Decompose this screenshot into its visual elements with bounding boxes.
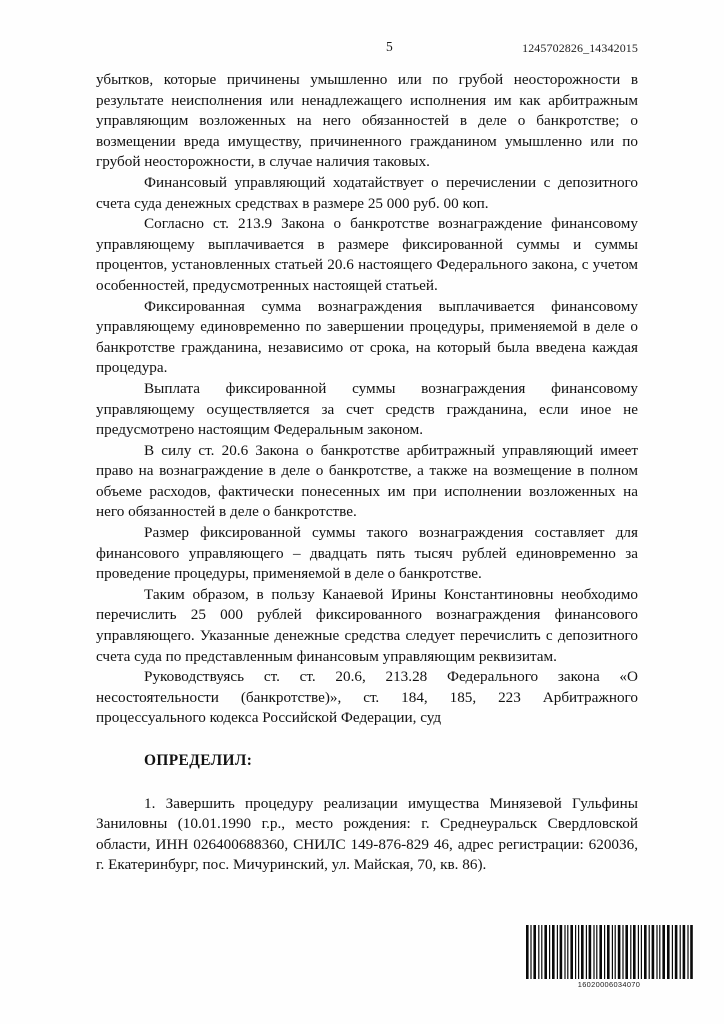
paragraph-p7: Размер фиксированной суммы такого вознаграждения составляет для финансового управляющего – двадцать пять тысяч рублей единовременно за проведение процедуры, применяемой в деле о банкротстве. [96,524,638,583]
barcode-block [523,925,695,989]
barcode-number: 16020006034070 [577,980,641,989]
paragraph-p5: Выплата фиксированной суммы вознаграждения финансовому управляющему осуществляется за счет средств гражданина, если иное не предусмотрено настоящим Федеральным законом. [96,379,638,439]
document-id: 1245702826_14342015 [522,41,638,55]
page-header [96,38,638,56]
paragraph-p1: убытков, которые причинены умышленно или по грубой неосторожности в результате неисполнения или ненадлежащего исполнения им как арбитражным управляющим возложенных на него обязанностей в деле о банкротстве; о возмещении вреда имуществу, причиненного гражданином умышленно или по грубой неосторожности, в случае наличия таковых. [96,71,638,171]
paragraph-p6: В силу ст. 20.6 Закона о банкротстве арбитражный управляющий имеет право на вознаграждение в деле о банкротстве, а также на возмещение в полном объеме расходов, фактически понесенных им при исполнении возложенных на него обязанностей в деле о банкротстве. [96,441,638,521]
document-body [96,70,638,876]
page-number: 5 [386,39,393,54]
paragraph-p4: Фиксированная сумма вознаграждения выплачивается финансовому управляющему единовременно по завершении процедуры, применяемой в деле о банкротстве гражданина, независимо от срока, на который была введена каждая процедура. [96,297,638,377]
ruling-heading: ОПРЕДЕЛИЛ: [144,752,253,769]
ruling-item-1: 1. Завершить процедуру реализации имущества Минязевой Гульфины Заниловны (10.01.1990 г.р., место рождения: г. Среднеуральск Свердловской области, ИНН 026400688360, СНИЛС 149-876-829 46, адрес регистрации: 620036, г. Екатеринбург, пос. Мичуринский, ул. Майская, 70, кв. 86). [96,794,638,874]
paragraph-p9: Руководствуясь ст. ст. 20.6, 213.28 Федерального закона «О несостоятельности (банкротстве)», ст. 184, 185, 223 Арбитражного процессуального кодекса Российской Федерации, суд [96,668,638,727]
paragraph-p8: Таким образом, в пользу Канаевой Ирины Константиновны необходимо перечислить 25 000 рублей фиксированного вознаграждения финансового управляющего. Указанные денежные средства следует перечислить с депозитного счета суда по представленным финансовым управляющим реквизитам. [96,585,638,665]
paragraph-p2: Финансовый управляющий ходатайствует о перечислении с депозитного счета суда денежных средствах в размере 25 000 руб. 00 коп. [96,173,638,212]
paragraph-p3: Согласно ст. 213.9 Закона о банкротстве вознаграждение финансовому управляющему выплачивается в размере фиксированной суммы и суммы процентов, установленных статьей 20.6 настоящего Федерального закона, с учетом особенностей, предусмотренных настоящей статьей. [96,215,638,294]
barcode-icon [523,925,695,979]
